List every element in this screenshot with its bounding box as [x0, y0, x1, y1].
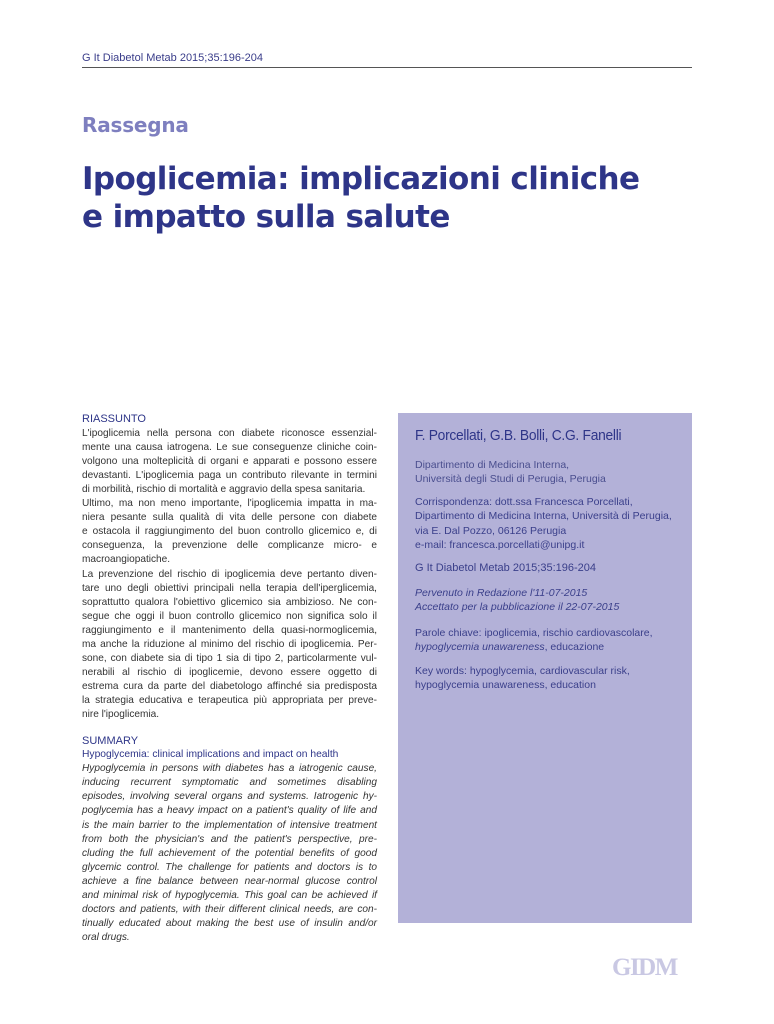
text-line: mente una causa iatrogena. Le sue conseguenze cliniche coin-: [82, 441, 377, 453]
correspondence-line: Dipartimento di Medicina Interna, Università di Perugia,: [415, 510, 672, 523]
text-line: estrema cura da parte del diabetologo affinché sia predisposta: [82, 681, 377, 693]
text-line: macroangiopatiche.: [82, 554, 171, 566]
text-line: conseguenza, la prevenzione delle complicanze micro- e: [82, 540, 377, 552]
riassunto-heading: RIASSUNTO: [82, 413, 146, 425]
parole-italic: hypoglycemia unawareness: [415, 641, 545, 654]
gidm-logo: [612, 953, 694, 979]
text-line: volgono una molteplicità di organi e apparati e possono essere: [82, 455, 377, 467]
text-line: oral drugs.: [82, 932, 130, 944]
header-divider: [82, 67, 692, 68]
text-line: la strategia educativa e terapeutica più appropriata per preve-: [82, 695, 377, 707]
text-line: poglycemia has a heavy impact on a patient's quality of life and: [82, 805, 377, 817]
section-label: Rassegna: [82, 113, 189, 137]
text-line: tinually educated about making the best use of insulin and/or: [82, 918, 377, 930]
text-line: glycemic control. The challenge for patients and doctors is to: [82, 861, 377, 873]
affiliation-line: Università degli Studi di Perugia, Perugia: [415, 473, 606, 486]
citation: G It Diabetol Metab 2015;35:196-204: [415, 562, 597, 574]
authors: F. Porcellati, G.B. Bolli, C.G. Fanelli: [415, 427, 622, 444]
correspondence: [415, 495, 687, 553]
parole-line-2: [415, 640, 687, 654]
email-link[interactable]: e-mail: francesca.porcellati@unipg.it: [415, 539, 585, 552]
title-line: e impatto sulla salute: [82, 199, 450, 235]
journal-reference: G It Diabetol Metab 2015;35:196-204: [82, 52, 264, 64]
text-line: sone, con diabete sia di tipo 1 sia di tipo 2, particolarmente vul-: [82, 653, 377, 665]
keywords-line: Key words: hypoglycemia, cardiovascular risk,: [415, 665, 630, 677]
text-line: soprattutto qualora l'obiettivo glicemico sia ambizioso. Ne con-: [82, 596, 377, 608]
correspondence-line: via E. Dal Pozzo, 06126 Perugia: [415, 524, 567, 537]
summary-subtitle: Hypoglycemia: clinical implications and impact on health: [82, 749, 339, 761]
text-line: from both the physician's and the patient's perspective, pre-: [82, 833, 377, 845]
gidm-logo-text: GIDM: [612, 954, 677, 979]
summary-heading: SUMMARY: [82, 734, 139, 747]
text-line: doctors and patients, with their different clinical needs, are con-: [82, 904, 377, 916]
text-line: ma anche la riduzione al minimo del rischio di ipoglicemia. Per-: [82, 639, 377, 650]
text-line: di morbilità, rischio di mortalità e aggravio della spesa sanitaria.: [82, 483, 366, 495]
summary-section: [82, 735, 377, 946]
key-words: [415, 664, 687, 693]
correspondence-line: Corrispondenza: dott.ssa Francesca Porcellati,: [415, 496, 633, 508]
text-line: L'ipoglicemia nella persona con diabete riconosce essenzial-: [82, 427, 377, 439]
text-line: cluding the full achievement of the potential benefits of good: [82, 847, 377, 859]
text-line: achieve a fine balance between near-normal glucose control: [82, 875, 377, 887]
text-line: nerabili al rischio di ipoglicemie, devono essere oggetto di: [82, 667, 377, 679]
affiliation: [415, 458, 687, 487]
dates: [415, 586, 687, 615]
keywords-line: hypoglycemia unawareness, education: [415, 679, 596, 692]
abstract-column: [82, 413, 377, 945]
article-title: [82, 160, 702, 236]
affiliation-line: Dipartimento di Medicina Interna,: [415, 459, 570, 471]
text-line: and minimal risk of hypoglycemia. This goal can be achieved if: [82, 890, 377, 901]
text-line: devastanti. L'ipoglicemia paga un contributo rilevante in termini: [82, 469, 377, 481]
text-line: nire l'ipoglicemia.: [82, 709, 160, 721]
author-info-box: [398, 413, 692, 923]
parole-line: Parole chiave: ipoglicemia, rischio cardiovascolare,: [415, 627, 653, 639]
summary-body: [82, 762, 377, 945]
text-line: raggiungimento e il mantenimento della quasi-normoglicemia,: [82, 624, 377, 636]
text-line: Ultimo, ma non meno importante, l'ipoglicemia impatta in ma-: [82, 498, 377, 510]
text-line: e ostacola il raggiungimento del buon controllo glicemico e, di: [82, 526, 377, 538]
riassunto-body: [82, 427, 377, 723]
text-line: is the main barrier to the implementation of intensive treatment: [82, 819, 377, 831]
parole-chiave: [415, 626, 687, 655]
text-line: episodes, involving several organs and systems. Iatrogenic hy-: [82, 791, 377, 803]
text-line: La prevenzione del rischio di ipoglicemia deve pertanto diven-: [82, 568, 377, 580]
title-line: Ipoglicemia: implicazioni cliniche: [82, 161, 640, 197]
text-line: segue che oggi il buon controllo glicemico non significa solo il: [82, 610, 377, 622]
text-line: niera pesante sulla qualità di vita delle persone con diabete: [82, 512, 377, 524]
received-date: Pervenuto in Redazione l'11-07-2015: [415, 587, 588, 599]
accepted-date: Accettato per la pubblicazione il 22-07-2015: [415, 601, 620, 614]
text-line: tare uno degli obiettivi principali nella terapia dell'iperglicemia,: [82, 582, 377, 594]
parole-suffix: , educazione: [544, 641, 605, 654]
text-line: inducing recurrent symptomatic and sometimes disabling: [82, 777, 377, 789]
text-line: Hypoglycemia in persons with diabetes has a iatrogenic cause,: [82, 763, 377, 775]
